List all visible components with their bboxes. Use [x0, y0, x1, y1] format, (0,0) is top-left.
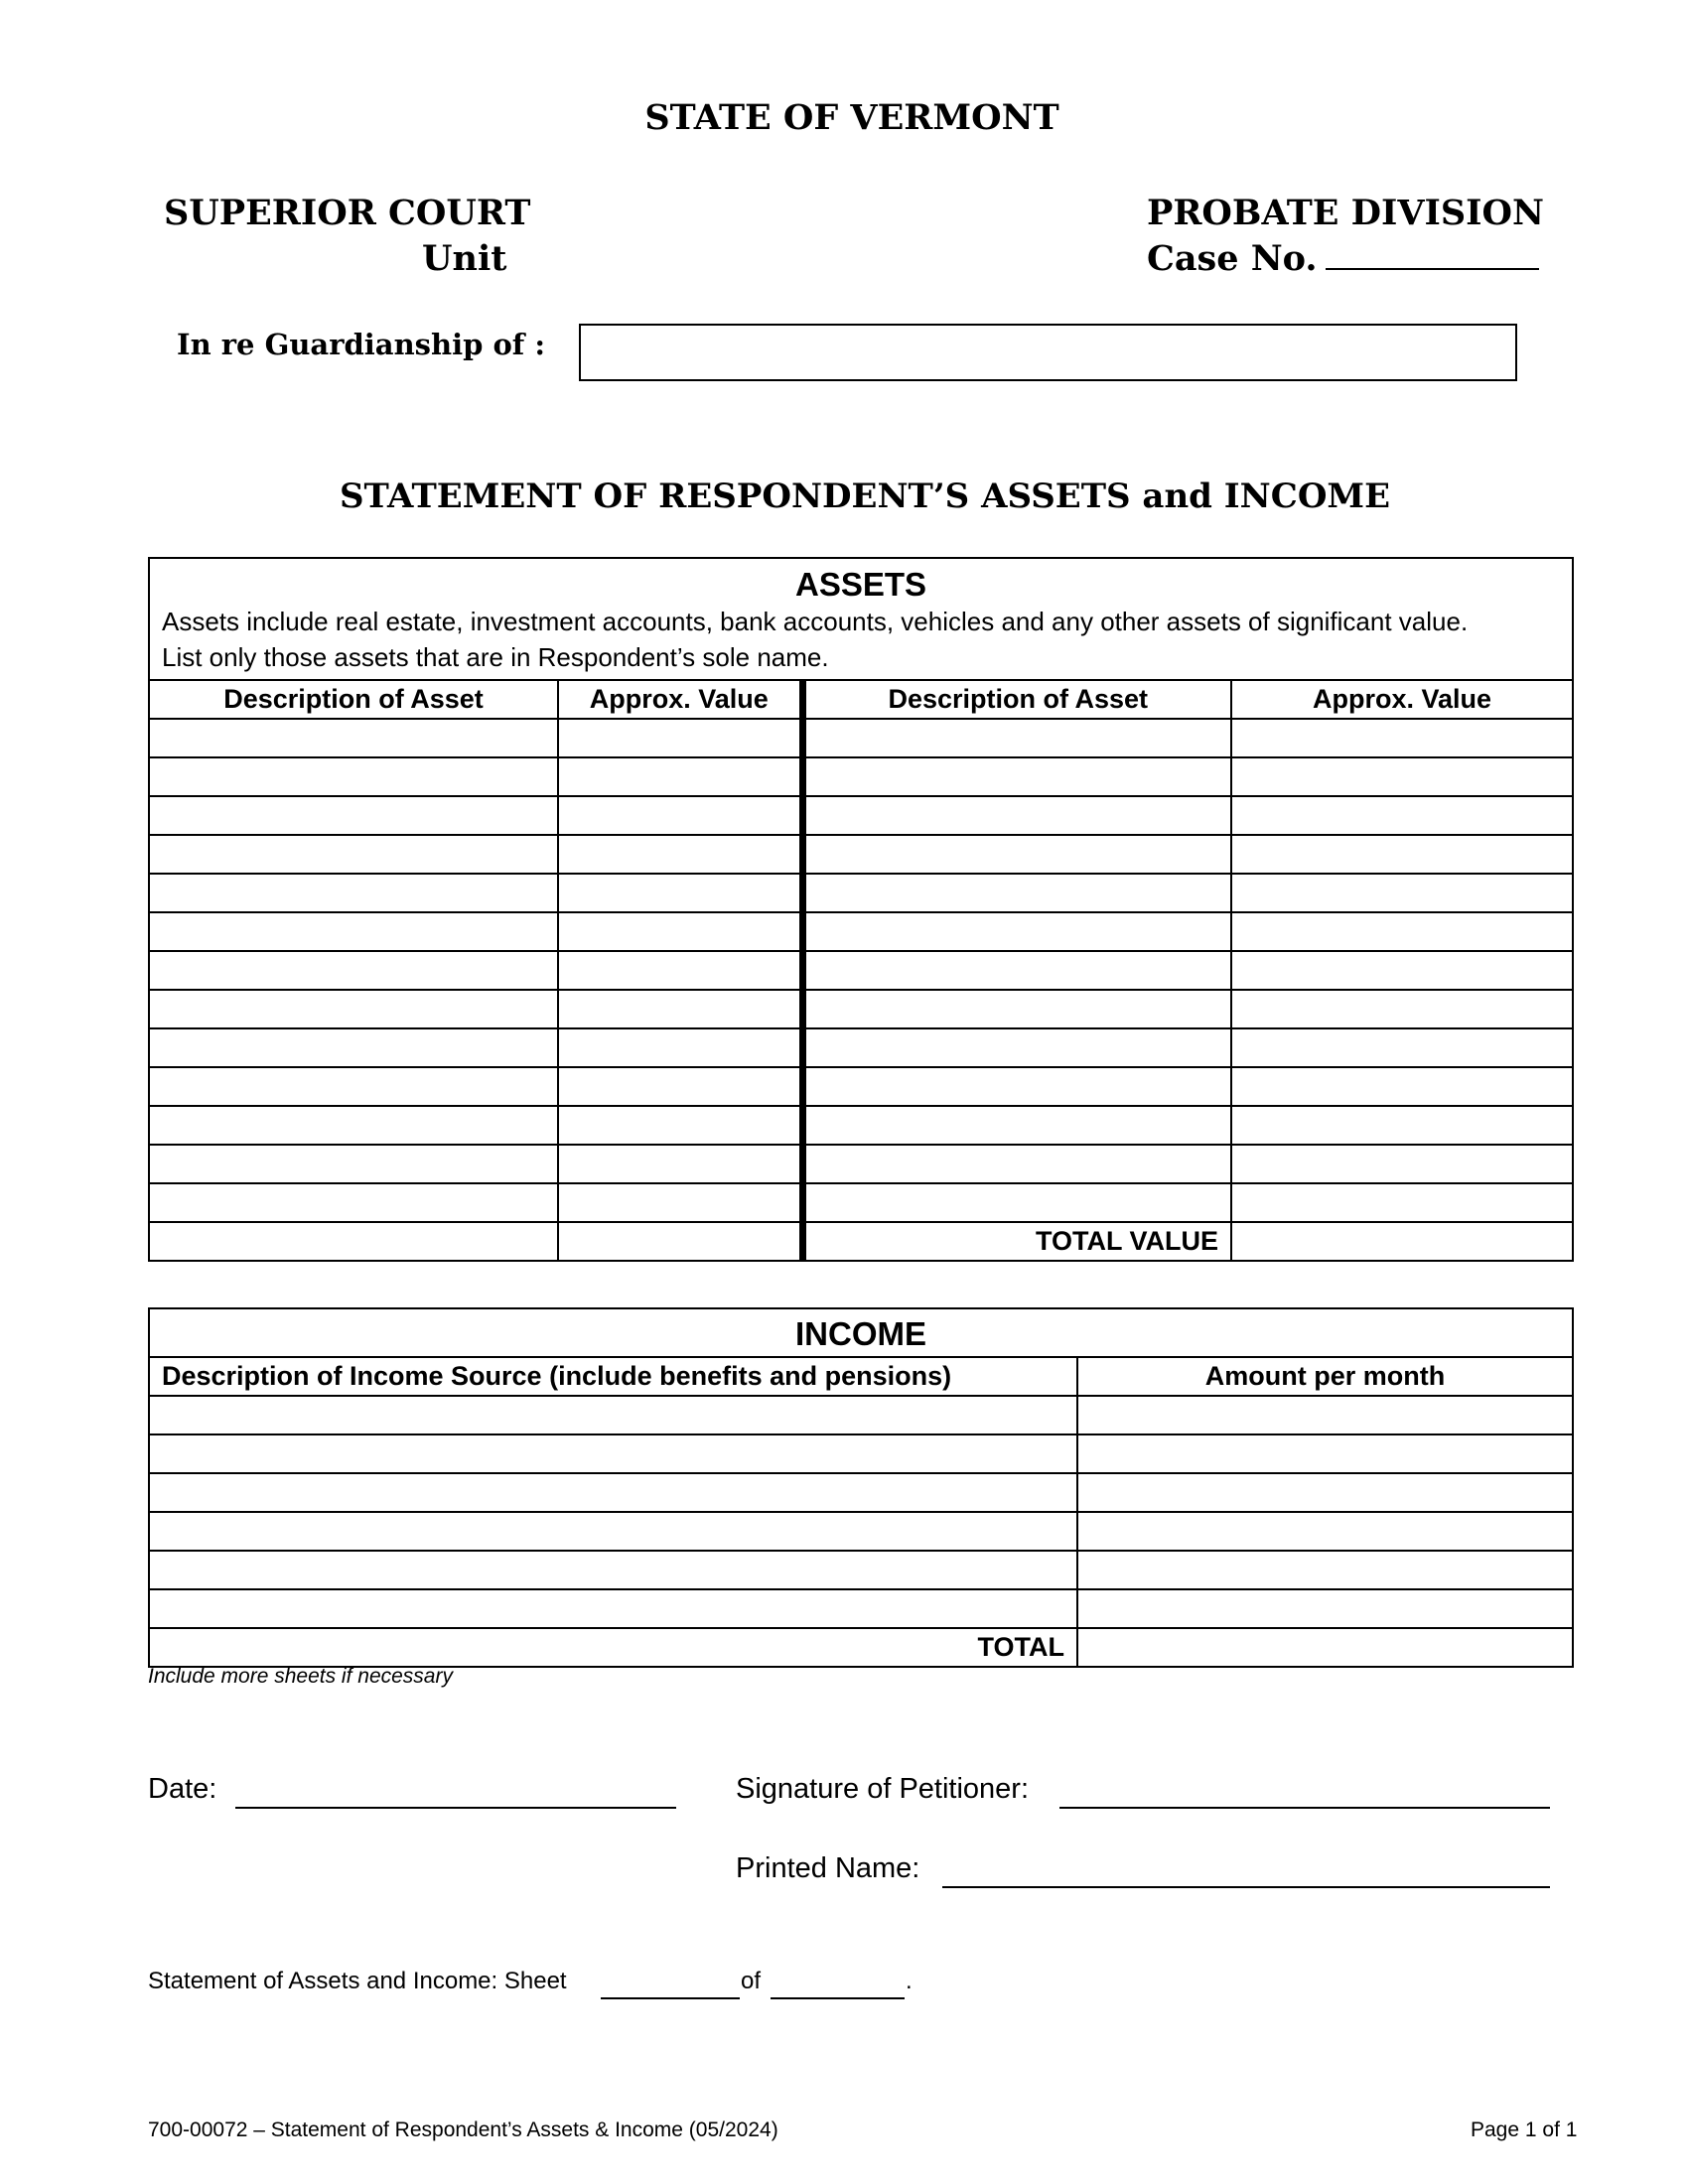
asset-row: [149, 990, 1573, 1028]
asset-row: [149, 796, 1573, 835]
asset-desc-cell[interactable]: [149, 912, 558, 951]
date-field[interactable]: [235, 1807, 676, 1809]
asset-desc-cell[interactable]: [802, 1145, 1231, 1183]
asset-desc-cell[interactable]: [149, 1183, 558, 1222]
form-id: 700-00072 – Statement of Respondent’s Assets & Income (05/2024): [148, 2118, 778, 2141]
assets-table: [148, 557, 1574, 1262]
sheet-period: .: [906, 1968, 913, 1994]
income-desc-cell[interactable]: [149, 1434, 1077, 1473]
asset-value-cell[interactable]: [558, 796, 802, 835]
asset-row: [149, 719, 1573, 757]
guardianship-label: In re Guardianship of :: [177, 328, 546, 361]
asset-desc-cell[interactable]: [802, 1106, 1231, 1145]
income-amount-cell[interactable]: [1077, 1434, 1573, 1473]
asset-row: [149, 874, 1573, 912]
asset-value-cell[interactable]: [558, 1183, 802, 1222]
asset-value-cell[interactable]: [558, 719, 802, 757]
page-number: Page 1 of 1: [1471, 2118, 1578, 2141]
asset-total-row: [149, 1222, 1573, 1261]
income-row: [149, 1512, 1573, 1551]
income-amount-cell[interactable]: [1077, 1396, 1573, 1434]
asset-value-cell[interactable]: [1231, 912, 1573, 951]
division-heading: [1147, 191, 1544, 282]
asset-desc-cell[interactable]: [802, 1067, 1231, 1106]
sheet-number-field[interactable]: [601, 1997, 740, 1999]
case-number-label: Case No.: [1147, 238, 1318, 279]
income-row: [149, 1434, 1573, 1473]
income-amount-cell[interactable]: [1077, 1512, 1573, 1551]
sheet-label: Statement of Assets and Income: Sheet: [148, 1968, 567, 1994]
asset-value-cell[interactable]: [1231, 1067, 1573, 1106]
asset-value-cell[interactable]: [1231, 1145, 1573, 1183]
asset-desc-cell[interactable]: [802, 719, 1231, 757]
asset-row: [149, 1067, 1573, 1106]
asset-desc-cell[interactable]: [802, 1183, 1231, 1222]
asset-value-cell[interactable]: [558, 912, 802, 951]
income-table: [148, 1307, 1574, 1668]
asset-desc-cell[interactable]: [802, 874, 1231, 912]
asset-desc-cell[interactable]: [149, 796, 558, 835]
asset-value-cell[interactable]: [558, 1145, 802, 1183]
income-row: [149, 1551, 1573, 1589]
asset-desc-header-left: Description of Asset: [149, 680, 558, 719]
asset-desc-cell[interactable]: [802, 990, 1231, 1028]
asset-desc-cell[interactable]: [802, 757, 1231, 796]
income-total-label: TOTAL: [149, 1628, 1077, 1667]
asset-value-cell[interactable]: [558, 990, 802, 1028]
income-desc-cell[interactable]: [149, 1396, 1077, 1434]
asset-value-cell[interactable]: [1231, 796, 1573, 835]
income-desc-cell[interactable]: [149, 1512, 1077, 1551]
unit-label: Unit: [422, 238, 507, 279]
asset-value-cell[interactable]: [1231, 874, 1573, 912]
asset-desc-cell[interactable]: [802, 835, 1231, 874]
asset-value-cell[interactable]: [1231, 835, 1573, 874]
asset-row: [149, 757, 1573, 796]
income-desc-cell[interactable]: [149, 1589, 1077, 1628]
asset-row: [149, 1145, 1573, 1183]
division-name: PROBATE DIVISION: [1147, 193, 1545, 233]
asset-value-cell[interactable]: [1231, 1106, 1573, 1145]
asset-value-header-left: Approx. Value: [558, 680, 802, 719]
printed-name-label: Printed Name:: [736, 1852, 920, 1884]
asset-value-cell[interactable]: [558, 874, 802, 912]
asset-desc-cell[interactable]: [149, 1028, 558, 1067]
income-total-amount-cell[interactable]: [1077, 1628, 1573, 1667]
assets-description-line2: List only those assets that are in Respondent’s sole name.: [162, 642, 829, 672]
asset-desc-cell[interactable]: [149, 990, 558, 1028]
asset-row: [149, 1183, 1573, 1222]
income-title: INCOME: [149, 1308, 1573, 1357]
asset-desc-cell[interactable]: [149, 719, 558, 757]
asset-desc-cell[interactable]: [802, 1028, 1231, 1067]
state-title: STATE OF VERMONT: [644, 97, 1059, 138]
petitioner-signature-field[interactable]: [1059, 1807, 1550, 1809]
court-name: SUPERIOR COURT: [164, 193, 531, 233]
asset-row: [149, 912, 1573, 951]
asset-desc-cell[interactable]: [149, 1106, 558, 1145]
asset-desc-cell[interactable]: [149, 1067, 558, 1106]
case-number-field[interactable]: [1326, 238, 1539, 270]
income-row: [149, 1396, 1573, 1434]
asset-desc-cell[interactable]: [149, 874, 558, 912]
asset-value-cell[interactable]: [1231, 719, 1573, 757]
asset-desc-cell[interactable]: [149, 757, 558, 796]
asset-row: [149, 835, 1573, 874]
asset-value-header-right: Approx. Value: [1231, 680, 1573, 719]
asset-total-label: TOTAL VALUE: [802, 1222, 1231, 1261]
income-row: [149, 1589, 1573, 1628]
asset-desc-cell[interactable]: [149, 1222, 558, 1261]
asset-desc-cell[interactable]: [802, 912, 1231, 951]
sheet-total-field[interactable]: [771, 1997, 905, 1999]
income-total-row: [149, 1628, 1573, 1667]
asset-row: [149, 951, 1573, 990]
income-amount-cell[interactable]: [1077, 1589, 1573, 1628]
asset-value-cell[interactable]: [558, 951, 802, 990]
asset-desc-cell[interactable]: [149, 951, 558, 990]
asset-value-cell[interactable]: [1231, 757, 1573, 796]
asset-value-cell[interactable]: [1231, 951, 1573, 990]
income-row: [149, 1473, 1573, 1512]
income-amount-header: Amount per month: [1077, 1357, 1573, 1396]
petitioner-signature-label: Signature of Petitioner:: [736, 1773, 1030, 1805]
date-label: Date:: [148, 1773, 217, 1805]
guardianship-name-field[interactable]: [579, 324, 1517, 381]
asset-desc-cell[interactable]: [149, 1145, 558, 1183]
statement-title: STATEMENT OF RESPONDENT’S ASSETS and INCOME: [339, 477, 1390, 516]
asset-row: [149, 1106, 1573, 1145]
income-desc-cell[interactable]: [149, 1551, 1077, 1589]
assets-description-line1: Assets include real estate, investment accounts, bank accounts, vehicles and any other assets of significant value.: [162, 607, 1469, 636]
asset-value-cell[interactable]: [558, 757, 802, 796]
income-desc-cell[interactable]: [149, 1473, 1077, 1512]
asset-value-cell[interactable]: [558, 1067, 802, 1106]
asset-desc-cell[interactable]: [802, 796, 1231, 835]
printed-name-field[interactable]: [942, 1886, 1550, 1888]
asset-total-value-cell[interactable]: [1231, 1222, 1573, 1261]
asset-row: [149, 1028, 1573, 1067]
asset-value-cell[interactable]: [558, 835, 802, 874]
case-number: [1147, 236, 1544, 282]
asset-desc-cell[interactable]: [802, 951, 1231, 990]
asset-value-cell[interactable]: [558, 1222, 802, 1261]
asset-value-cell[interactable]: [558, 1028, 802, 1067]
income-desc-header: Description of Income Source (include benefits and pensions): [149, 1357, 1077, 1396]
court-heading: [164, 191, 530, 282]
asset-value-cell[interactable]: [1231, 990, 1573, 1028]
more-sheets-note: Include more sheets if necessary: [148, 1665, 453, 1688]
asset-value-cell[interactable]: [558, 1106, 802, 1145]
income-amount-cell[interactable]: [1077, 1551, 1573, 1589]
assets-description: [149, 604, 1573, 680]
assets-title: ASSETS: [149, 558, 1573, 604]
asset-value-cell[interactable]: [1231, 1183, 1573, 1222]
income-amount-cell[interactable]: [1077, 1473, 1573, 1512]
asset-value-cell[interactable]: [1231, 1028, 1573, 1067]
asset-desc-header-right: Description of Asset: [802, 680, 1231, 719]
sheet-of-label: of: [741, 1968, 762, 1994]
asset-desc-cell[interactable]: [149, 835, 558, 874]
